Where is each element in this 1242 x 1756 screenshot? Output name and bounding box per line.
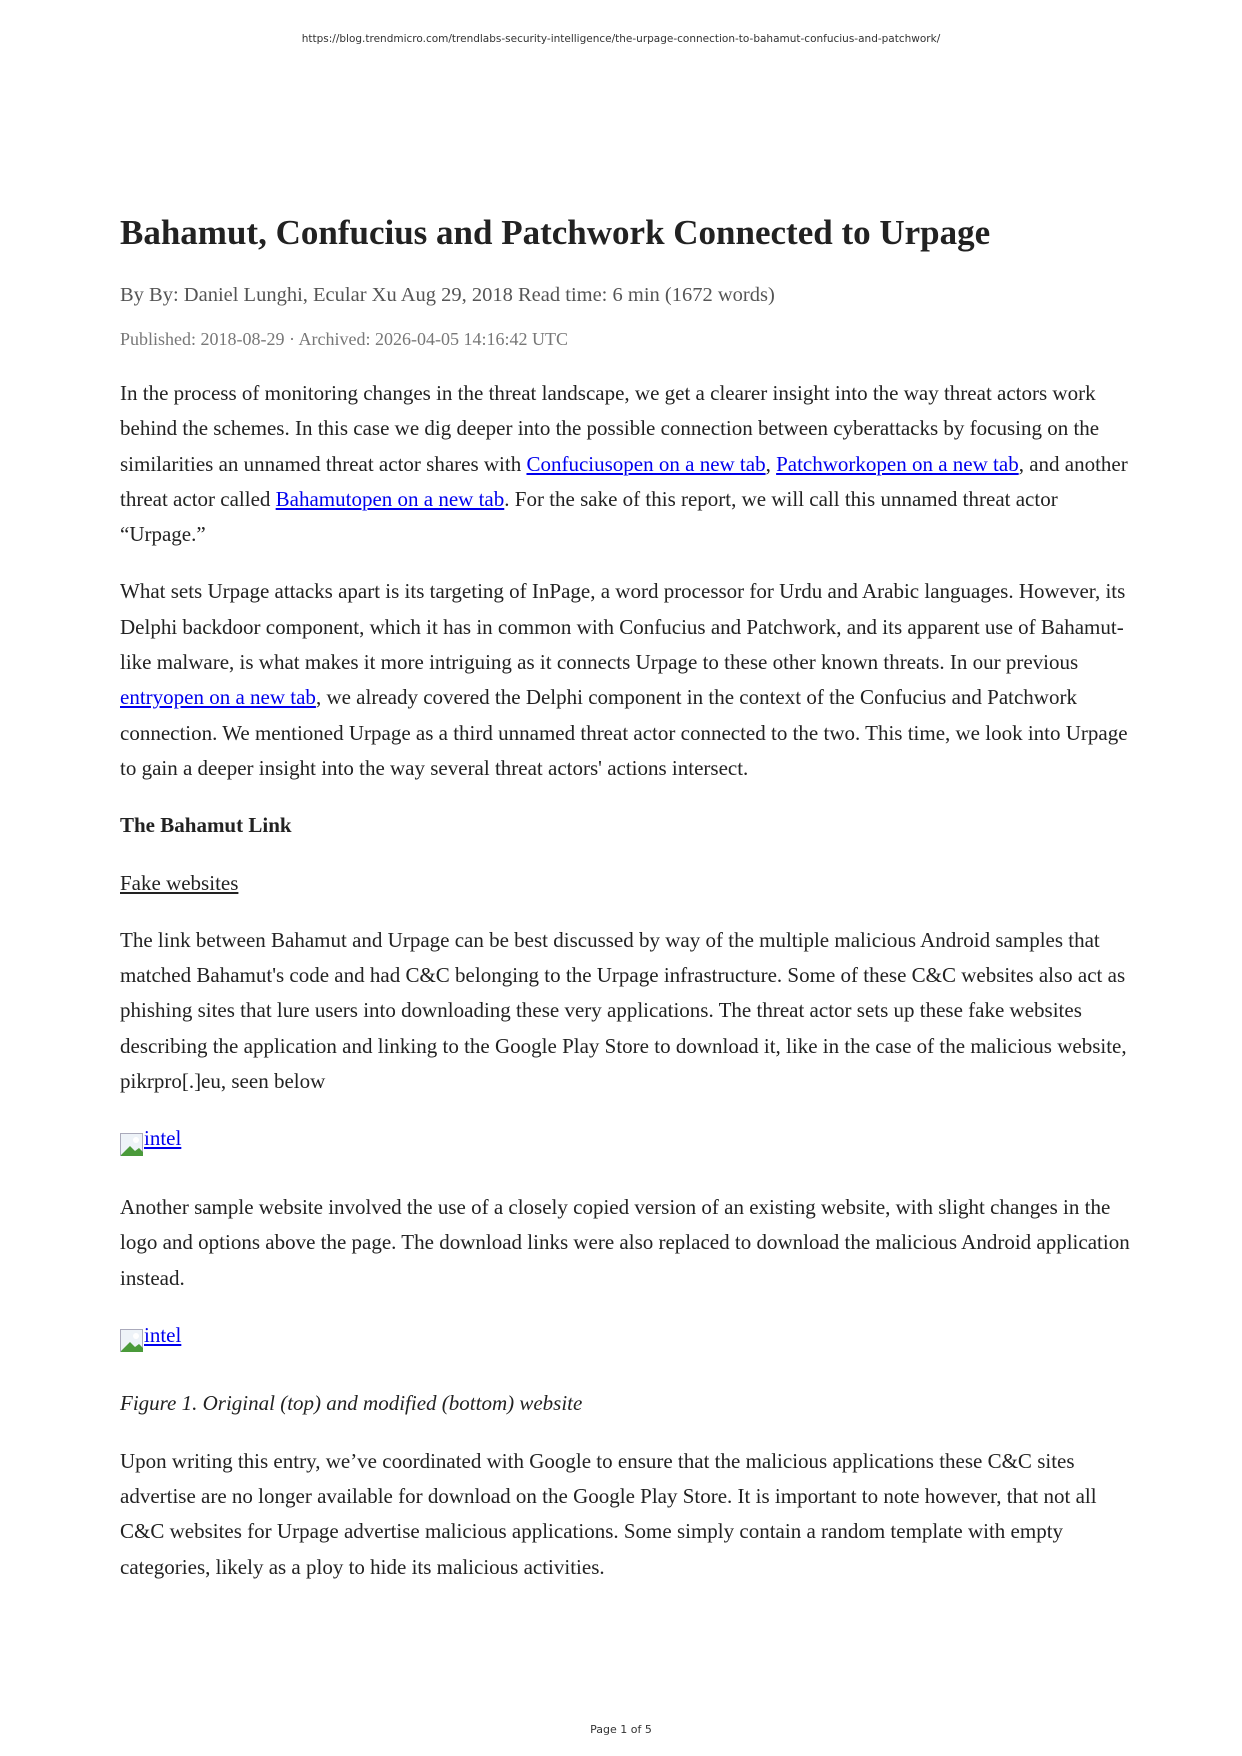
image-alt-text: intel (144, 1322, 182, 1347)
bahamut-link[interactable]: Bahamutopen on a new tab (275, 486, 505, 511)
paragraph-urpage (120, 574, 1140, 786)
paragraph-google: Upon writing this entry, we’ve coordinated with Google to ensure that the malicious applications these C&C sites advertise are no longer available for download on the Google Play Store. It is important to note however, that not all C&C websites for Urpage advertise malicious applications. Some simply contain a random template with empty categories, likely as a ploy to hide its malicious activities. (120, 1448, 1097, 1579)
source-url: https://blog.trendmicro.com/trendlabs-security-intelligence/the-urpage-connection-to-bahamut-confucius-and-patchwork/ (301, 33, 941, 45)
text: , (765, 451, 777, 476)
text: . For the sake of this report, we will call this unnamed threat actor “Urpage.” (120, 486, 1058, 547)
image-link[interactable] (120, 1318, 181, 1353)
image-placeholder-2 (120, 1318, 1140, 1365)
page-title: Bahamut, Confucius and Patchwork Connected to Urpage (120, 213, 991, 252)
text: What sets Urpage attacks apart is its targeting of InPage, a word processor for Urdu and Arabic languages. However, its Delphi backdoor component, which it has in common with Confucius and Patchwork, and its apparent use of Bahamut-like malware, is what makes it more intriguing as it connects Urpage to these other known threats. In our previous (120, 579, 1126, 675)
image-alt-text: intel (144, 1126, 182, 1151)
broken-image-icon (120, 1133, 144, 1157)
image-placeholder-1 (120, 1121, 1140, 1168)
image-link[interactable] (120, 1121, 181, 1156)
paragraph-fake-websites: The link between Bahamut and Urpage can be best discussed by way of the multiple malicious Android samples that matched Bahamut's code and had C&C belonging to the Urpage infrastructure. Some of these C&C websites also act as phishing sites that lure users into downloading these very applications. The threat actor sets up these fake websites describing the application and linking to the Google Play Store to download it, like in the case of the malicious website, pikrpro[.]eu, seen below (120, 927, 1127, 1094)
figure-caption: Figure 1. Original (top) and modified (bottom) website (120, 1391, 583, 1416)
section-heading: The Bahamut Link (120, 813, 292, 838)
text: , and another threat actor called (120, 451, 1128, 511)
paragraph-intro (120, 376, 1140, 552)
patchwork-link[interactable]: Patchworkopen on a new tab (776, 451, 1019, 476)
confucius-link[interactable]: Confuciusopen on a new tab (526, 451, 766, 476)
broken-image-icon (120, 1329, 144, 1353)
subsection-heading: Fake websites (120, 870, 239, 895)
paragraph-copied-website: Another sample website involved the use of a closely copied version of an existing website, with slight changes in the logo and options above the page. The download links were also replaced to download the malicious Android application instead. (120, 1194, 1130, 1290)
text: In the process of monitoring changes in the threat landscape, we get a clearer insight into the way threat actors work behind the schemes. In this case we dig deeper into the possible connection between cyberattacks by focusing on the similarities an unnamed threat actor shares with (120, 381, 1100, 476)
byline: By By: Daniel Lunghi, Ecular Xu Aug 29, 2018 Read time: 6 min (1672 words) (120, 284, 775, 306)
previous-entry-link[interactable]: entryopen on a new tab (120, 685, 316, 710)
text: , we already covered the Delphi component in the context of the Confucius and Patchwork connection. We mentioned Urpage as a third unnamed threat actor connected to the two. This time, we look into Urpage to gain a deeper insight into the way several threat actors' actions intersect. (120, 685, 1128, 780)
publish-info: Published: 2018-08-29 · Archived: 2026-04-05 14:16:42 UTC (120, 329, 568, 349)
page-number: Page 1 of 5 (590, 1723, 652, 1736)
article (120, 212, 1140, 1607)
